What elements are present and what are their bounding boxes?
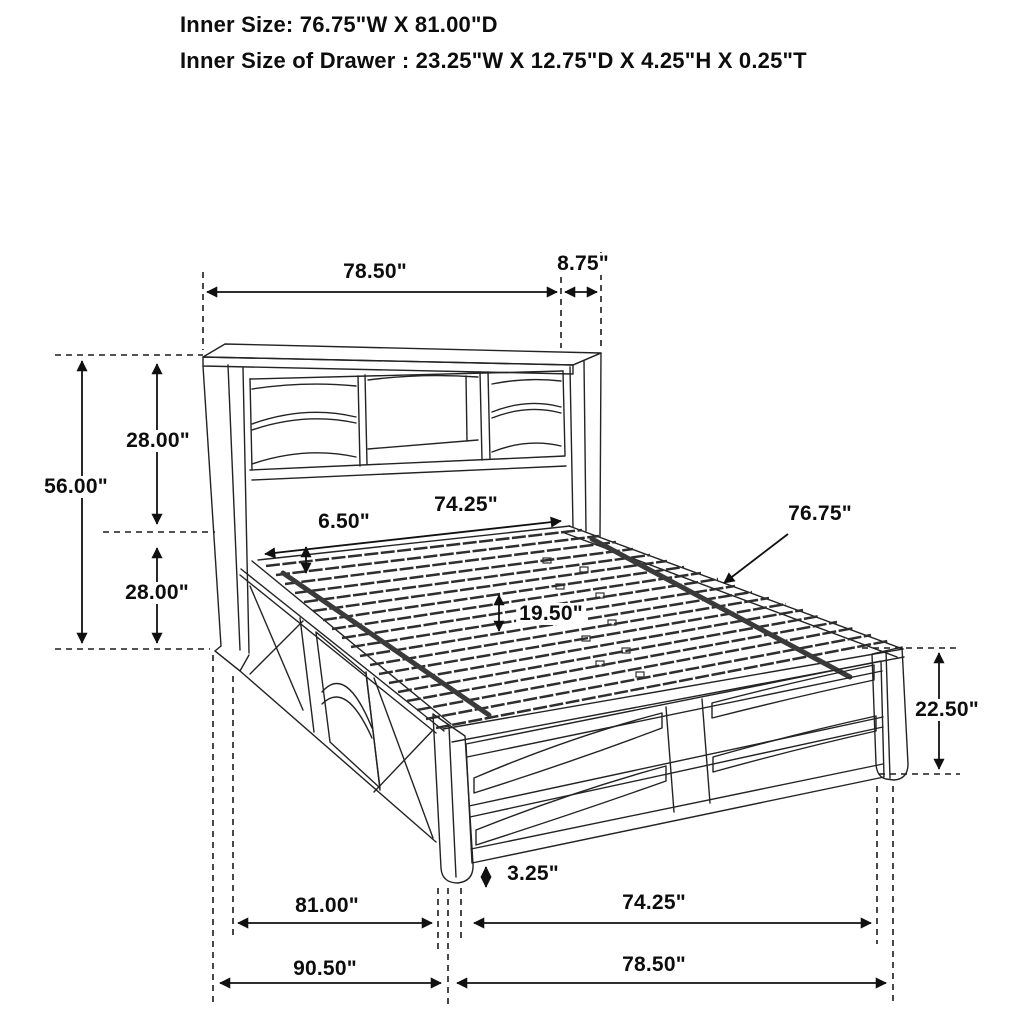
dim-footboard-height: 22.50" [912,699,982,721]
dim-headboard-depth: 8.75" [554,253,612,275]
dim-lower-section-height: 28.00" [122,582,192,604]
dim-slat-spacing: 19.50" [516,603,586,625]
extension-lines [55,252,960,1004]
dim-overall-length: 90.50" [290,958,360,980]
dim-footboard-width: 78.50" [619,954,689,976]
left-rail-drawing [215,575,473,883]
title-line-1: Inner Size: 76.75"W X 81.00"D [180,12,498,37]
slat-deck-drawing [241,526,904,742]
title-line-2: Inner Size of Drawer : 23.25"W X 12.75"D X 4.25"H X 0.25"T [180,48,807,73]
dim-side-rail-length: 81.00" [292,895,362,917]
dim-floor-clearance: 3.25" [504,863,562,885]
dim-inner-width-top: 74.25" [431,494,501,516]
dim-inner-width-bottom: 74.25" [619,892,689,914]
dim-total-height: 56.00" [41,476,111,498]
dim-rail-offset: 6.50" [315,511,373,533]
dim-headboard-width: 78.50" [340,261,410,283]
dim-upper-section-height: 28.00" [123,430,193,452]
dim-slat-length: 76.75" [785,503,855,525]
